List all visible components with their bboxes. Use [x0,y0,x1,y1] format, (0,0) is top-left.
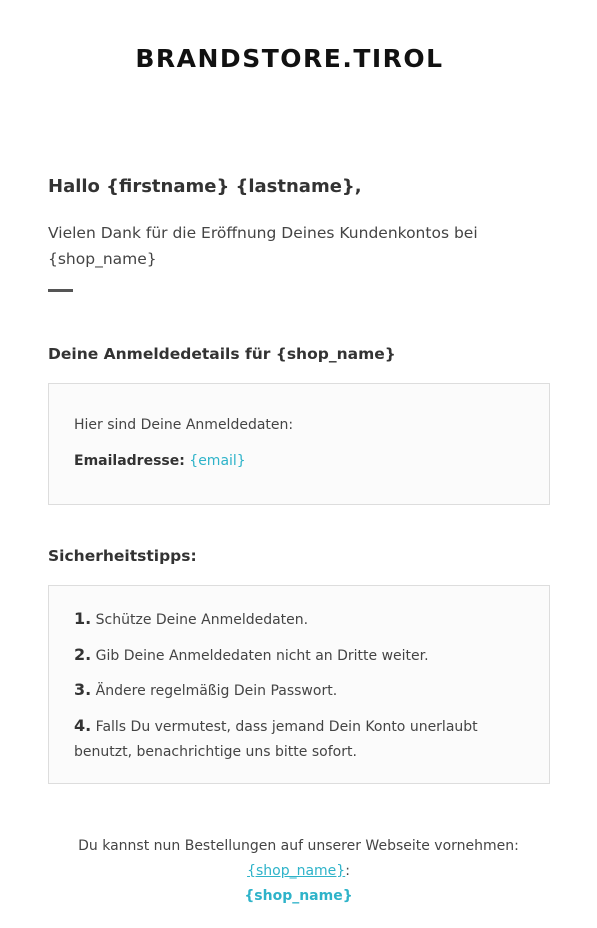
tip-number: 2. [74,645,92,664]
tip-item [74,713,524,765]
shop-link[interactable]: {shop_name} [247,863,346,879]
footer-text: Du kannst nun Bestellungen auf unserer Webseite vornehmen: [78,838,519,854]
tip-text: Schütze Deine Anmeldedaten. [95,612,309,628]
security-tips-title: Sicherheitstipps: [48,547,197,565]
footer-link-row [0,859,597,884]
divider [48,289,73,292]
email-value: {email} [189,453,246,469]
login-details-intro: Hier sind Deine Anmeldedaten: [74,417,294,433]
email-row [74,453,246,469]
brand-logo[interactable]: BRANDSTORE.TIROL [135,44,444,73]
tip-item [74,606,524,633]
login-details-title: Deine Anmeldedetails für {shop_name} [48,345,396,363]
tip-number: 3. [74,680,92,699]
greeting-heading: Hallo {firstname} {lastname}, [48,176,362,197]
tip-text: Gib Deine Anmeldedaten nicht an Dritte weiter. [95,648,429,664]
tip-item [74,677,524,704]
footer-shop-name: {shop_name} [244,888,353,904]
login-details-box [48,383,550,505]
tip-text: Falls Du vermutest, dass jemand Dein Konto unerlaubt benutzt, benachrichtige uns bitte sofort. [74,719,478,760]
security-tips-box [48,585,550,784]
footer [0,834,597,909]
tip-item [74,642,524,669]
tip-text: Ändere regelmäßig Dein Passwort. [95,683,338,699]
tip-number: 1. [74,609,92,628]
footer-colon: : [345,863,350,879]
email-label: Emailadresse: [74,453,185,469]
tip-number: 4. [74,716,92,735]
intro-text: Vielen Dank für die Eröffnung Deines Kundenkontos bei {shop_name} [48,224,478,268]
